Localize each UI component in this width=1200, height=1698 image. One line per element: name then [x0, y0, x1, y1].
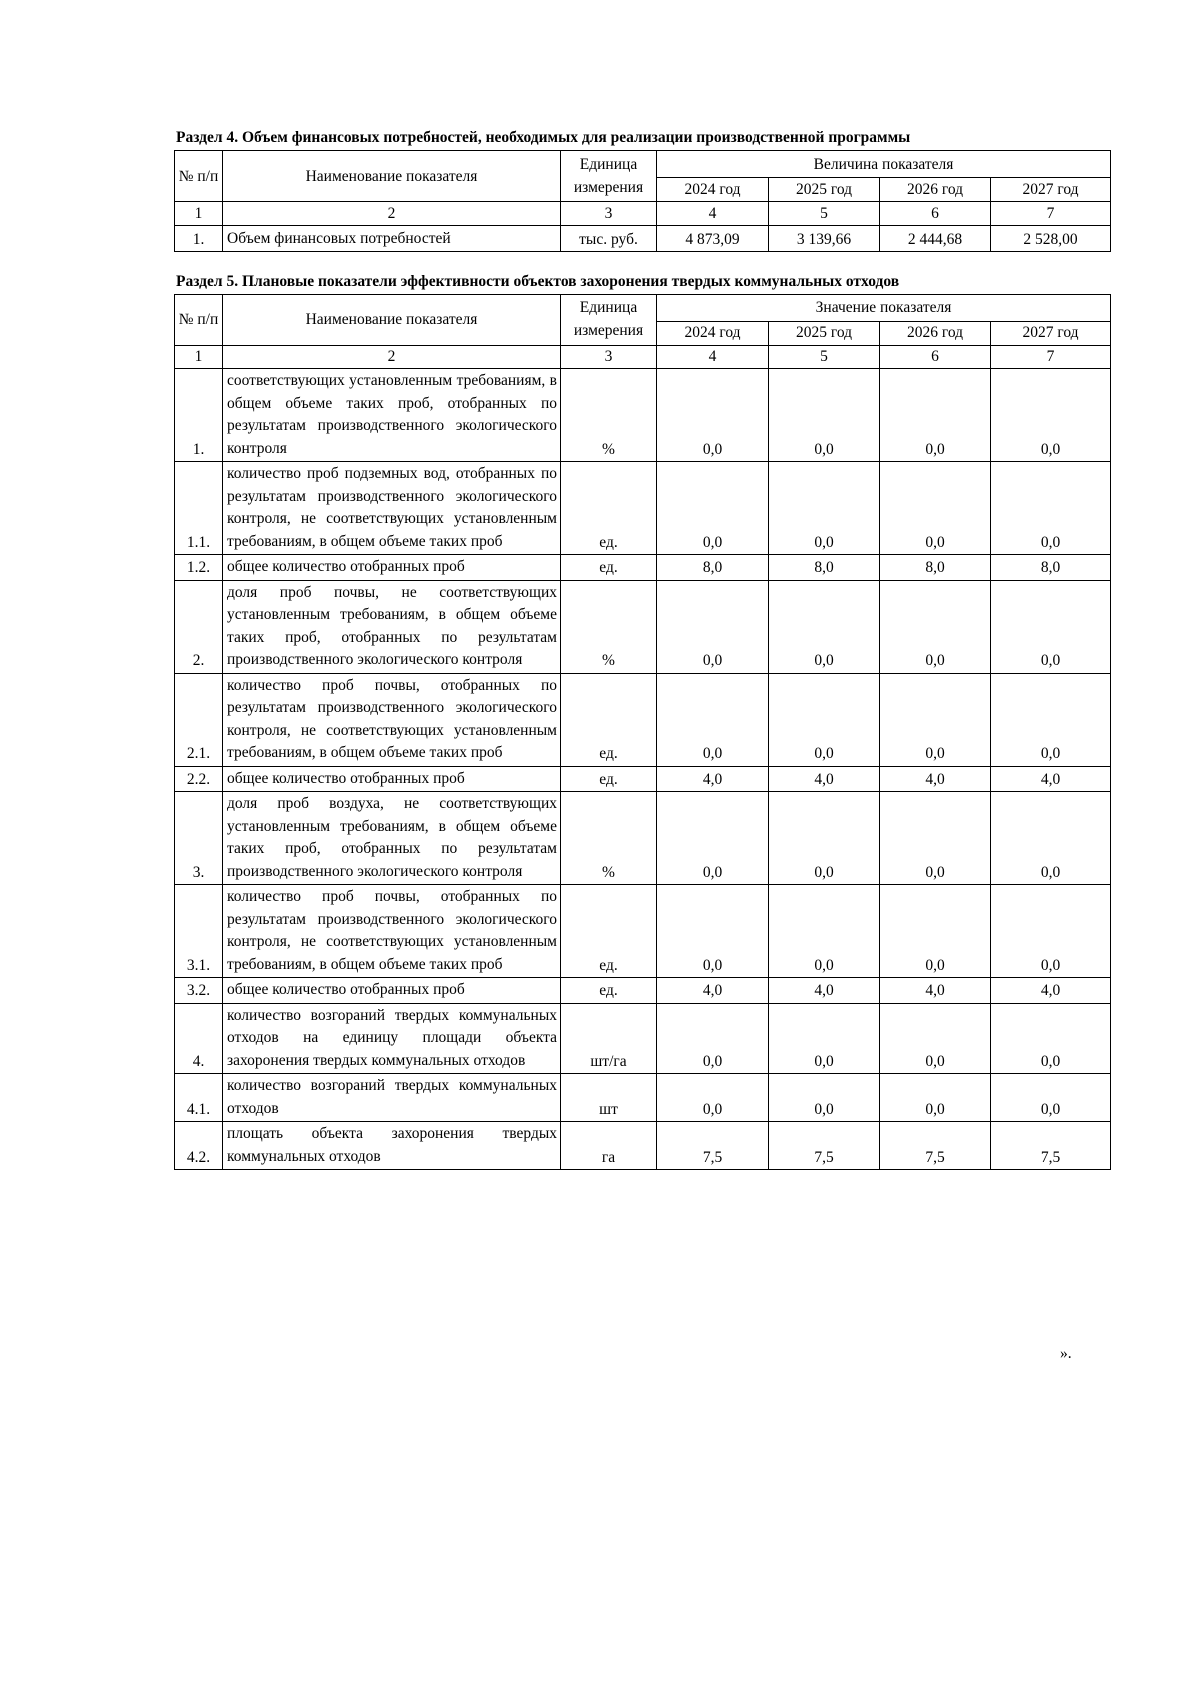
- row-value: 0,0: [991, 1074, 1111, 1122]
- document-page: [174, 128, 1110, 1170]
- row-value: 0,0: [769, 885, 880, 978]
- row-value: 0,0: [769, 673, 880, 766]
- col-number: 2: [223, 202, 561, 226]
- header-year: 2026 год: [880, 322, 991, 346]
- row-num: 3.: [175, 792, 223, 885]
- header-group: Величина показателя: [657, 151, 1111, 178]
- table-row: [175, 792, 1111, 885]
- row-value: 0,0: [769, 580, 880, 673]
- row-name: количество проб почвы, отобранных по результатам производственного экологического контроля, не соответствующих установленным требованиям, в общем объеме таких проб: [223, 885, 561, 978]
- row-value: 0,0: [880, 885, 991, 978]
- table-row: [175, 462, 1111, 555]
- row-value: 2 444,68: [880, 226, 991, 252]
- row-value: 0,0: [769, 1074, 880, 1122]
- row-value: 8,0: [769, 555, 880, 581]
- row-value: 0,0: [880, 673, 991, 766]
- section4-table: [174, 150, 1111, 252]
- row-unit: ед.: [561, 462, 657, 555]
- row-name: соответствующих установленным требованиям, в общем объеме таких проб, отобранных по результатам производственного экологического контроля: [223, 369, 561, 462]
- row-num: 3.1.: [175, 885, 223, 978]
- row-num: 1.1.: [175, 462, 223, 555]
- table-row: [175, 226, 1111, 252]
- table-row: [175, 555, 1111, 581]
- row-value: 4,0: [769, 978, 880, 1004]
- row-value: 0,0: [991, 792, 1111, 885]
- row-unit: ед.: [561, 885, 657, 978]
- row-value: 0,0: [657, 792, 769, 885]
- row-unit: тыс. руб.: [561, 226, 657, 252]
- row-value: 0,0: [880, 462, 991, 555]
- row-value: 7,5: [657, 1122, 769, 1170]
- row-value: 0,0: [880, 580, 991, 673]
- row-value: 8,0: [880, 555, 991, 581]
- col-number: 3: [561, 345, 657, 369]
- table-row: [175, 885, 1111, 978]
- row-name: доля проб почвы, не соответствующих установленным требованиям, в общем объеме таких проб, отобранных по результатам производственного экологического контроля: [223, 580, 561, 673]
- row-num: 2.: [175, 580, 223, 673]
- row-value: 0,0: [991, 580, 1111, 673]
- row-value: 4,0: [657, 766, 769, 792]
- row-unit: ед.: [561, 978, 657, 1004]
- row-value: 8,0: [991, 555, 1111, 581]
- row-num: 2.1.: [175, 673, 223, 766]
- row-name: общее количество отобранных проб: [223, 978, 561, 1004]
- row-value: 0,0: [991, 885, 1111, 978]
- row-value: 4,0: [657, 978, 769, 1004]
- row-value: 0,0: [657, 369, 769, 462]
- row-unit: шт: [561, 1074, 657, 1122]
- header-year: 2024 год: [657, 322, 769, 346]
- row-name: площать объекта захоронения твердых коммунальных отходов: [223, 1122, 561, 1170]
- header-unit: Единица измерения: [561, 151, 657, 202]
- row-value: 0,0: [769, 462, 880, 555]
- col-number: 1: [175, 202, 223, 226]
- row-value: 4,0: [769, 766, 880, 792]
- row-num: 4.: [175, 1003, 223, 1074]
- row-value: 0,0: [880, 1003, 991, 1074]
- row-value: 0,0: [769, 369, 880, 462]
- row-name: доля проб воздуха, не соответствующих установленным требованиям, в общем объеме таких проб, отобранных по результатам производственного экологического контроля: [223, 792, 561, 885]
- header-year: 2027 год: [991, 322, 1111, 346]
- row-num: 4.2.: [175, 1122, 223, 1170]
- row-value: 0,0: [991, 462, 1111, 555]
- row-unit: ед.: [561, 766, 657, 792]
- col-number: 5: [769, 345, 880, 369]
- table-row: [175, 766, 1111, 792]
- row-value: 7,5: [991, 1122, 1111, 1170]
- row-value: 0,0: [991, 369, 1111, 462]
- row-name: количество проб подземных вод, отобранных по результатам производственного экологического контроля, не соответствующих установленным требованиям, в общем объеме таких проб: [223, 462, 561, 555]
- col-number: 5: [769, 202, 880, 226]
- row-value: 0,0: [991, 1003, 1111, 1074]
- row-num: 3.2.: [175, 978, 223, 1004]
- row-value: 0,0: [657, 462, 769, 555]
- row-value: 0,0: [769, 792, 880, 885]
- row-value: 4,0: [991, 978, 1111, 1004]
- row-value: 0,0: [657, 1003, 769, 1074]
- row-value: 7,5: [769, 1122, 880, 1170]
- table-row: [175, 978, 1111, 1004]
- row-name: количество возгораний твердых коммунальных отходов: [223, 1074, 561, 1122]
- table-row: [175, 673, 1111, 766]
- closing-mark: ».: [1060, 1345, 1072, 1362]
- header-year: 2024 год: [657, 178, 769, 202]
- row-name: общее количество отобранных проб: [223, 766, 561, 792]
- col-number: 6: [880, 202, 991, 226]
- row-value: 7,5: [880, 1122, 991, 1170]
- row-unit: %: [561, 792, 657, 885]
- col-number: 2: [223, 345, 561, 369]
- row-value: 0,0: [657, 673, 769, 766]
- col-number: 7: [991, 345, 1111, 369]
- row-value: 4,0: [880, 978, 991, 1004]
- row-name: Объем финансовых потребностей: [223, 226, 561, 252]
- header-name: Наименование показателя: [223, 151, 561, 202]
- row-num: 1.2.: [175, 555, 223, 581]
- section4-title: Раздел 4. Объем финансовых потребностей, необходимых для реализации производственной программы: [176, 129, 911, 146]
- header-group: Значение показателя: [657, 295, 1111, 322]
- row-value: 0,0: [657, 885, 769, 978]
- header-unit: Единица измерения: [561, 295, 657, 346]
- row-value: 4,0: [991, 766, 1111, 792]
- row-value: 3 139,66: [769, 226, 880, 252]
- row-value: 0,0: [657, 1074, 769, 1122]
- row-unit: ед.: [561, 555, 657, 581]
- section5-table: [174, 294, 1111, 1170]
- table-row: [175, 580, 1111, 673]
- section5-title: Раздел 5. Плановые показатели эффективности объектов захоронения твердых коммунальных отходов: [176, 273, 900, 290]
- row-num: 2.2.: [175, 766, 223, 792]
- row-name: количество проб почвы, отобранных по результатам производственного экологического контроля, не соответствующих установленным требованиям, в общем объеме таких проб: [223, 673, 561, 766]
- row-unit: ед.: [561, 673, 657, 766]
- col-number: 7: [991, 202, 1111, 226]
- row-unit: шт/га: [561, 1003, 657, 1074]
- col-number: 3: [561, 202, 657, 226]
- row-name: общее количество отобранных проб: [223, 555, 561, 581]
- col-number: 4: [657, 202, 769, 226]
- row-unit: %: [561, 580, 657, 673]
- row-num: 1.: [175, 369, 223, 462]
- col-number: 4: [657, 345, 769, 369]
- row-name: количество возгораний твердых коммунальных отходов на единицу площади объекта захоронения твердых коммунальных отходов: [223, 1003, 561, 1074]
- header-year: 2025 год: [769, 322, 880, 346]
- table-row: [175, 1074, 1111, 1122]
- table-row: [175, 1122, 1111, 1170]
- header-num: № п/п: [175, 295, 223, 346]
- row-value: 0,0: [991, 673, 1111, 766]
- table-row: [175, 1003, 1111, 1074]
- row-value: 0,0: [769, 1003, 880, 1074]
- row-unit: %: [561, 369, 657, 462]
- col-number: 1: [175, 345, 223, 369]
- row-num: 1.: [175, 226, 223, 252]
- header-num: № п/п: [175, 151, 223, 202]
- row-value: 0,0: [880, 1074, 991, 1122]
- row-num: 4.1.: [175, 1074, 223, 1122]
- row-value: 0,0: [880, 369, 991, 462]
- header-year: 2025 год: [769, 178, 880, 202]
- header-year: 2026 год: [880, 178, 991, 202]
- header-year: 2027 год: [991, 178, 1111, 202]
- row-value: 4,0: [880, 766, 991, 792]
- row-value: 2 528,00: [991, 226, 1111, 252]
- col-number: 6: [880, 345, 991, 369]
- table-row: [175, 369, 1111, 462]
- header-name: Наименование показателя: [223, 295, 561, 346]
- row-value: 0,0: [880, 792, 991, 885]
- col-numbers-row: [175, 202, 1111, 226]
- row-value: 4 873,09: [657, 226, 769, 252]
- row-unit: га: [561, 1122, 657, 1170]
- row-value: 8,0: [657, 555, 769, 581]
- row-value: 0,0: [657, 580, 769, 673]
- col-numbers-row: [175, 345, 1111, 369]
